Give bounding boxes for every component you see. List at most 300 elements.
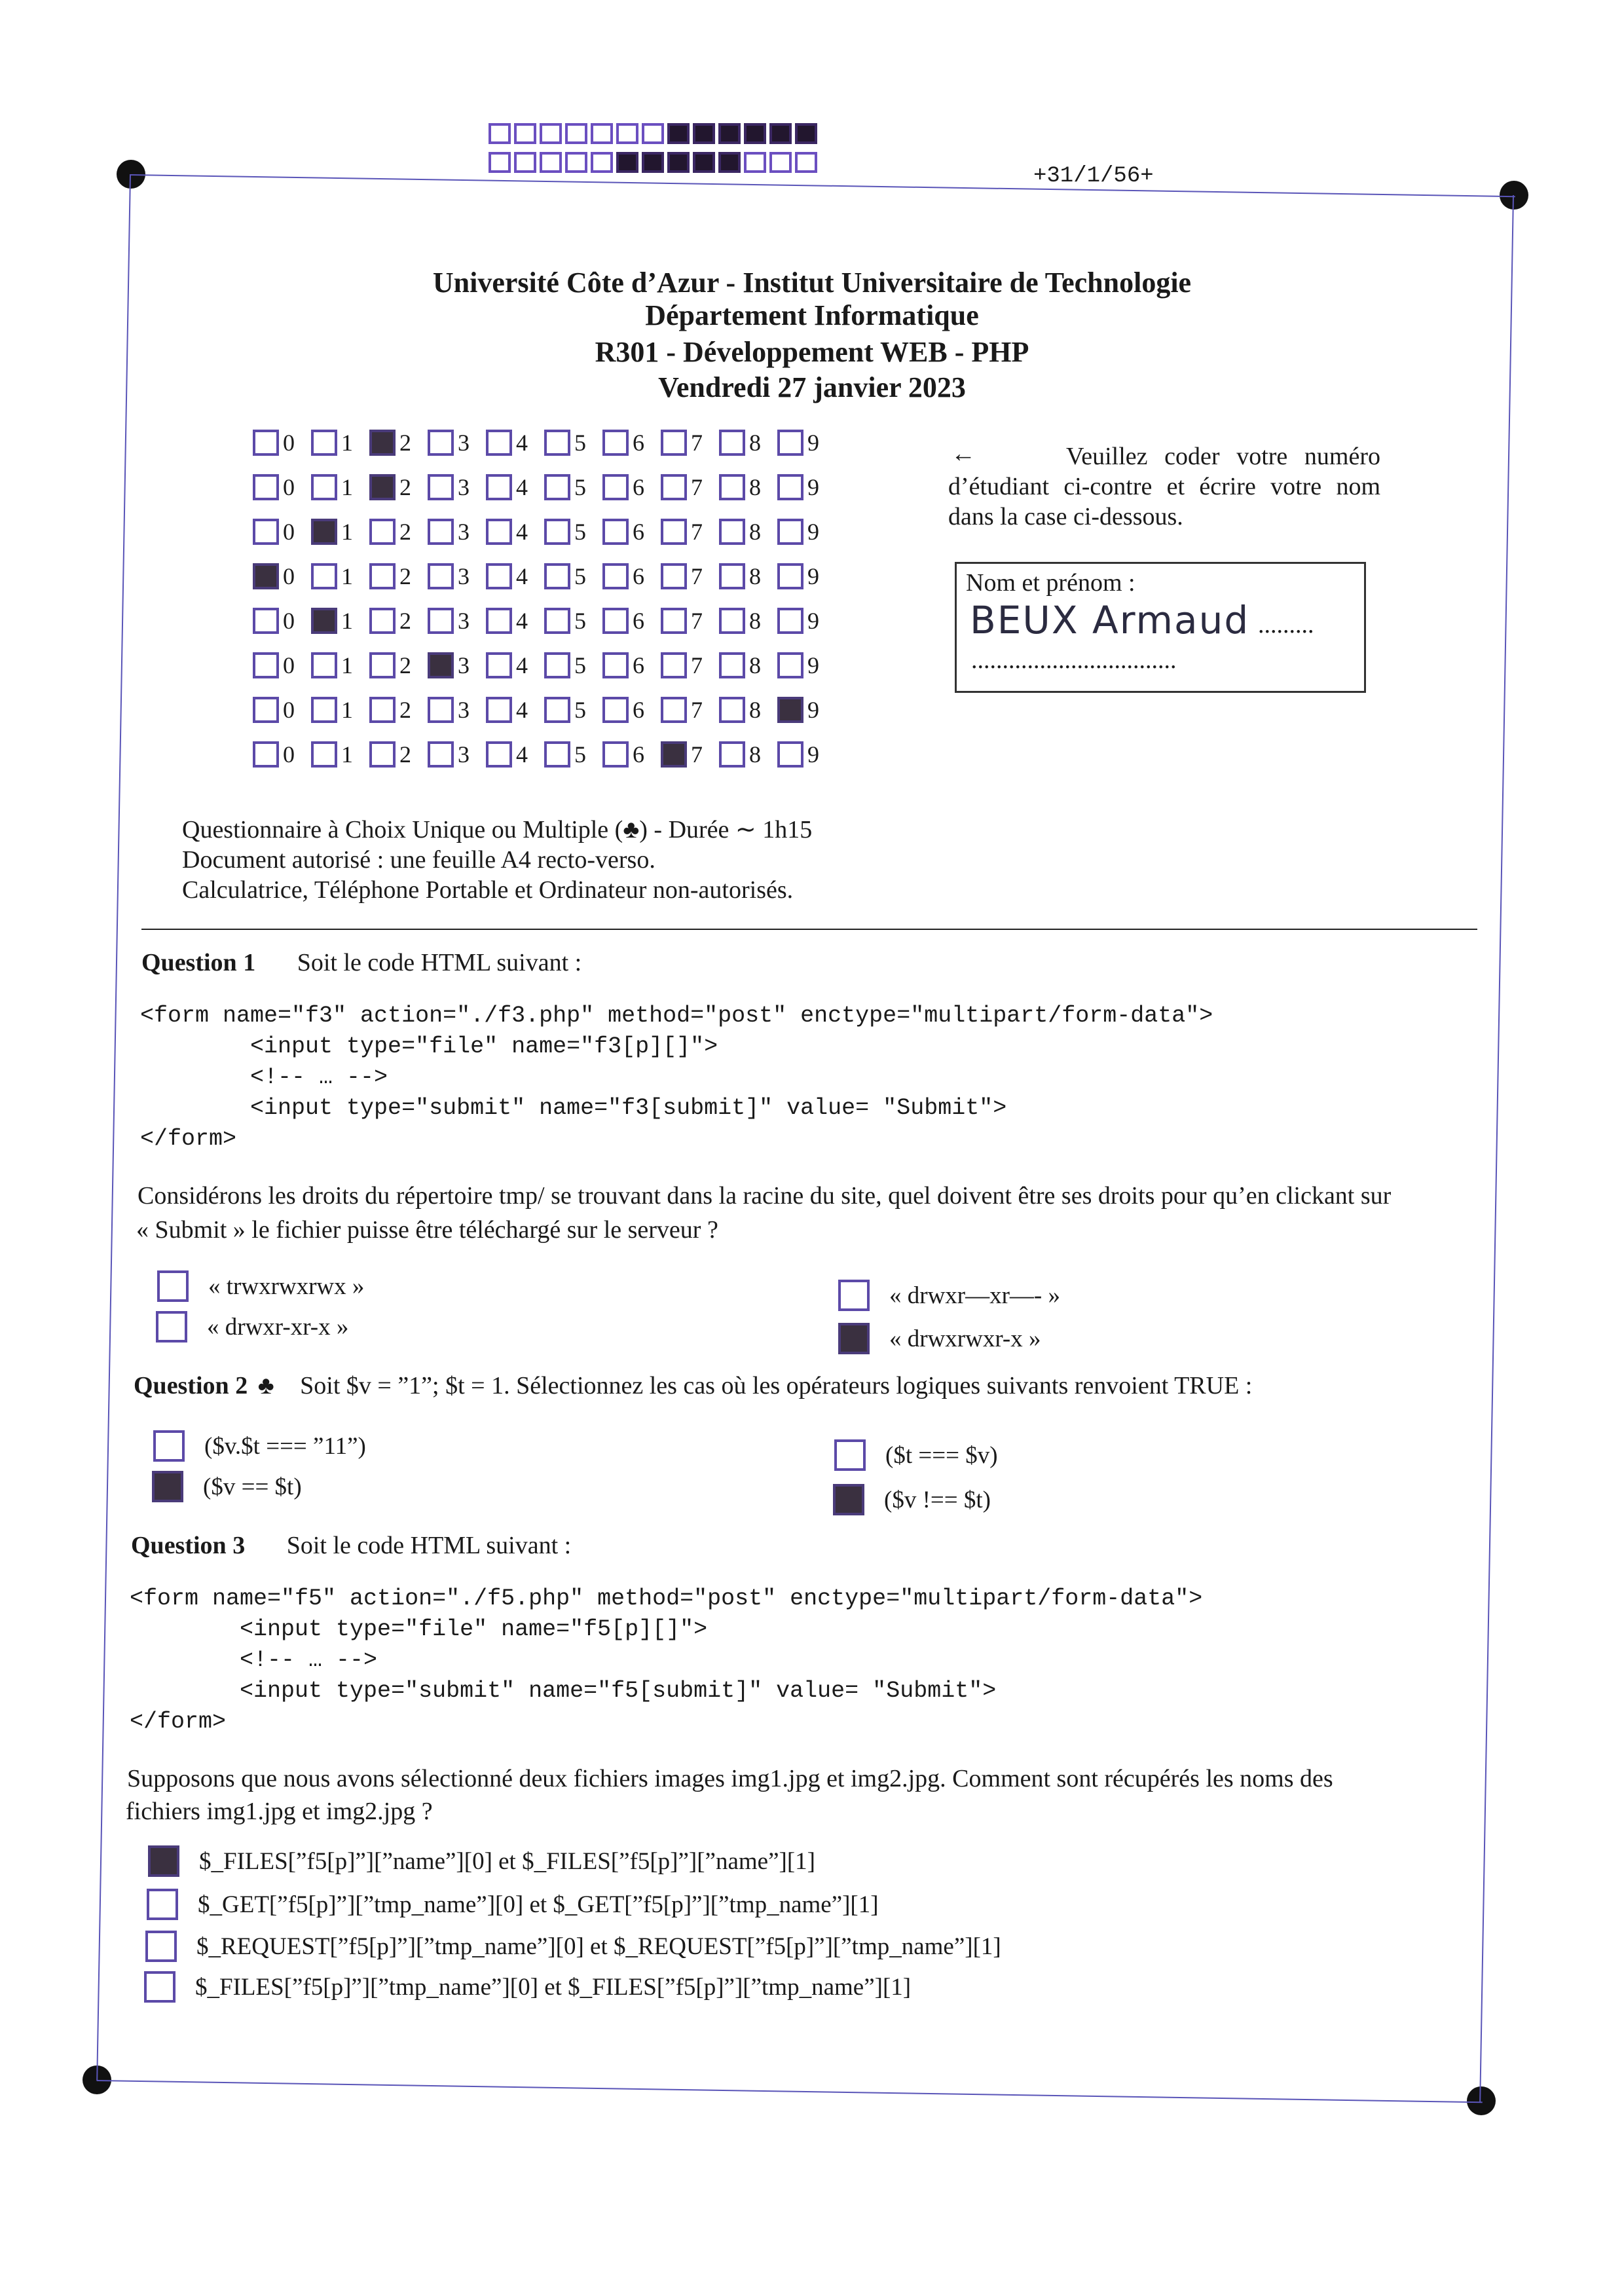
student-id-digit-cell[interactable] bbox=[253, 696, 311, 724]
student-id-digit-cell[interactable] bbox=[719, 607, 777, 635]
q2-option-4-checkbox[interactable] bbox=[833, 1484, 864, 1515]
student-id-checkbox[interactable] bbox=[369, 608, 396, 634]
student-id-digit-cell[interactable] bbox=[602, 429, 661, 456]
student-id-digit-cell[interactable] bbox=[661, 429, 719, 456]
student-id-digit-cell[interactable] bbox=[428, 652, 486, 679]
barcode-cell bbox=[718, 152, 741, 173]
student-id-digit-label: 3 bbox=[458, 474, 470, 500]
student-id-row bbox=[253, 599, 836, 643]
student-id-digit-cell[interactable] bbox=[719, 696, 777, 724]
student-id-digit-cell[interactable] bbox=[544, 429, 602, 456]
student-id-checkbox[interactable] bbox=[253, 608, 279, 634]
q3-code-block bbox=[130, 1583, 1202, 1737]
student-id-digit-cell[interactable] bbox=[544, 563, 602, 590]
q1-option-4-checkbox[interactable] bbox=[838, 1323, 870, 1354]
student-id-digit-cell[interactable] bbox=[602, 518, 661, 546]
student-id-digit-cell[interactable] bbox=[486, 652, 544, 679]
q1-question-line-1: Considérons les droits du répertoire tmp/ se trouvant dans la racine du site, quel doivent être ses droits pour qu’en clickant sur bbox=[138, 1182, 1392, 1210]
q1-option-2-checkbox[interactable] bbox=[156, 1311, 187, 1342]
student-id-digit-cell[interactable] bbox=[777, 563, 836, 590]
student-id-checkbox[interactable] bbox=[719, 741, 745, 768]
student-id-digit-cell[interactable] bbox=[486, 741, 544, 768]
q3-option-2-text: $_GET[”f5[p]”][”tmp_name”][0] et $_GET[”f5[p]”][”tmp_name”][1] bbox=[198, 1891, 879, 1918]
student-id-checkbox[interactable] bbox=[311, 430, 337, 456]
student-id-digit-cell[interactable] bbox=[486, 429, 544, 456]
code-line: <form name="f3" action="./f3.php" method="post" enctype="multipart/form-data"> bbox=[140, 1003, 1213, 1029]
student-id-checkbox[interactable] bbox=[311, 519, 337, 545]
id-instruction-arrow: ← bbox=[951, 440, 976, 468]
q1-option-1-checkbox[interactable] bbox=[157, 1270, 189, 1302]
student-id-checkbox[interactable] bbox=[369, 474, 396, 500]
student-id-digit-label: 9 bbox=[807, 519, 819, 545]
student-id-checkbox[interactable] bbox=[369, 430, 396, 456]
student-id-digit-cell[interactable] bbox=[311, 607, 369, 635]
student-id-digit-label: 1 bbox=[341, 519, 353, 545]
student-id-checkbox[interactable] bbox=[544, 474, 570, 500]
student-id-checkbox[interactable] bbox=[777, 474, 803, 500]
student-id-digit-label: 6 bbox=[633, 474, 644, 500]
student-id-checkbox[interactable] bbox=[428, 608, 454, 634]
code-line: <input type="file" name="f3[p][]"> bbox=[140, 1033, 718, 1060]
student-id-checkbox[interactable] bbox=[602, 430, 629, 456]
student-id-digit-cell[interactable] bbox=[719, 741, 777, 768]
student-id-digit-label: 0 bbox=[283, 697, 295, 723]
student-id-digit-cell[interactable] bbox=[428, 429, 486, 456]
q1-option-3-checkbox[interactable] bbox=[838, 1280, 870, 1311]
student-id-grid bbox=[253, 420, 836, 777]
student-id-digit-label: 7 bbox=[691, 563, 703, 589]
student-id-checkbox[interactable] bbox=[719, 474, 745, 500]
q3-option-3-text: $_REQUEST[”f5[p]”][”tmp_name”][0] et $_REQUEST[”f5[p]”][”tmp_name”][1] bbox=[196, 1933, 1001, 1960]
q1-heading bbox=[141, 948, 581, 977]
student-id-digit-cell[interactable] bbox=[661, 652, 719, 679]
student-id-checkbox[interactable] bbox=[486, 430, 512, 456]
barcode-cell bbox=[591, 152, 613, 173]
q3-option-3-checkbox[interactable] bbox=[145, 1931, 177, 1962]
student-id-digit-label: 4 bbox=[516, 430, 528, 456]
student-id-digit-label: 3 bbox=[458, 563, 470, 589]
code-line: </form> bbox=[140, 1126, 237, 1152]
student-id-digit-label: 1 bbox=[341, 652, 353, 678]
q3-prompt: Soit le code HTML suivant : bbox=[286, 1532, 572, 1559]
name-box bbox=[955, 562, 1366, 693]
student-id-digit-cell[interactable] bbox=[369, 741, 428, 768]
student-id-checkbox[interactable] bbox=[661, 697, 687, 723]
student-id-digit-label: 8 bbox=[749, 474, 761, 500]
student-id-checkbox[interactable] bbox=[253, 519, 279, 545]
barcode-cell bbox=[514, 123, 536, 144]
student-id-digit-label: 8 bbox=[749, 741, 761, 768]
student-id-digit-cell[interactable] bbox=[661, 563, 719, 590]
student-id-digit-cell[interactable] bbox=[661, 473, 719, 501]
student-id-digit-cell[interactable] bbox=[777, 607, 836, 635]
student-id-checkbox[interactable] bbox=[544, 652, 570, 678]
q3-heading bbox=[131, 1531, 571, 1560]
student-id-checkbox[interactable] bbox=[602, 563, 629, 589]
barcode-cell bbox=[489, 123, 511, 144]
q2-option-2-text: ($v == $t) bbox=[203, 1473, 302, 1500]
student-id-checkbox[interactable] bbox=[661, 652, 687, 678]
student-id-digit-label: 3 bbox=[458, 697, 470, 723]
code-line: <form name="f5" action="./f5.php" method="post" enctype="multipart/form-data"> bbox=[130, 1585, 1203, 1612]
student-id-digit-cell[interactable] bbox=[661, 741, 719, 768]
student-id-digit-label: 6 bbox=[633, 563, 644, 589]
q3-question-line-1: Supposons que nous avons sélectionné deux fichiers images img1.jpg et img2.jpg. Comment sont récupérés les noms des bbox=[127, 1765, 1333, 1792]
student-id-checkbox[interactable] bbox=[253, 741, 279, 768]
student-id-digit-cell[interactable] bbox=[369, 518, 428, 546]
student-id-digit-cell[interactable] bbox=[719, 473, 777, 501]
student-id-checkbox[interactable] bbox=[544, 697, 570, 723]
q3-option-4-checkbox[interactable] bbox=[144, 1971, 175, 2003]
student-id-digit-label: 5 bbox=[574, 741, 586, 768]
student-id-digit-cell[interactable] bbox=[369, 696, 428, 724]
student-id-digit-cell[interactable] bbox=[777, 518, 836, 546]
student-id-checkbox[interactable] bbox=[486, 697, 512, 723]
student-id-row bbox=[253, 509, 836, 554]
student-id-digit-label: 5 bbox=[574, 474, 586, 500]
handwritten-name: BEUX Armaud bbox=[970, 598, 1250, 642]
student-id-checkbox[interactable] bbox=[486, 608, 512, 634]
student-id-checkbox[interactable] bbox=[428, 563, 454, 589]
student-id-digit-cell[interactable] bbox=[486, 607, 544, 635]
student-id-row bbox=[253, 420, 836, 465]
student-id-row bbox=[253, 554, 836, 599]
student-id-digit-cell[interactable] bbox=[544, 696, 602, 724]
code-line: <input type="submit" name="f5[submit]" value= "Submit"> bbox=[130, 1678, 997, 1704]
student-id-digit-cell[interactable] bbox=[544, 741, 602, 768]
q3-option-3[interactable] bbox=[145, 1931, 1001, 1962]
q3-option-1[interactable] bbox=[148, 1845, 815, 1877]
student-id-checkbox[interactable] bbox=[311, 652, 337, 678]
student-id-digit-label: 3 bbox=[458, 652, 470, 678]
q2-option-3-checkbox[interactable] bbox=[834, 1439, 866, 1471]
name-box-label: Nom et prénom : bbox=[966, 569, 1135, 597]
student-id-checkbox[interactable] bbox=[719, 563, 745, 589]
student-id-checkbox[interactable] bbox=[777, 697, 803, 723]
student-id-checkbox[interactable] bbox=[486, 741, 512, 768]
barcode-cell bbox=[769, 152, 792, 173]
student-id-digit-cell[interactable] bbox=[602, 652, 661, 679]
student-id-checkbox[interactable] bbox=[602, 608, 629, 634]
student-id-digit-cell[interactable] bbox=[719, 563, 777, 590]
student-id-checkbox[interactable] bbox=[661, 474, 687, 500]
student-id-digit-cell[interactable] bbox=[544, 607, 602, 635]
student-id-digit-cell[interactable] bbox=[253, 473, 311, 501]
q2-option-3-text: ($t === $v) bbox=[885, 1441, 998, 1469]
student-id-digit-label: 1 bbox=[341, 697, 353, 723]
student-id-digit-label: 5 bbox=[574, 652, 586, 678]
student-id-digit-label: 9 bbox=[807, 563, 819, 589]
student-id-digit-cell[interactable] bbox=[428, 518, 486, 546]
student-id-checkbox[interactable] bbox=[544, 608, 570, 634]
student-id-digit-cell[interactable] bbox=[369, 473, 428, 501]
q3-option-2-checkbox[interactable] bbox=[147, 1889, 178, 1920]
student-id-digit-label: 2 bbox=[399, 608, 411, 634]
student-id-digit-cell[interactable] bbox=[369, 652, 428, 679]
q1-option-4-text: « drwxrwxr-x » bbox=[889, 1325, 1041, 1352]
student-id-digit-cell[interactable] bbox=[602, 473, 661, 501]
student-id-digit-cell[interactable] bbox=[253, 652, 311, 679]
q2-option-4[interactable] bbox=[833, 1484, 991, 1515]
q3-option-4[interactable] bbox=[144, 1971, 911, 2003]
frame-top-line bbox=[131, 174, 1515, 197]
student-id-checkbox[interactable] bbox=[253, 430, 279, 456]
student-id-checkbox[interactable] bbox=[602, 741, 629, 768]
barcode-cell bbox=[616, 123, 638, 144]
student-id-checkbox[interactable] bbox=[777, 652, 803, 678]
student-id-digit-cell[interactable] bbox=[311, 563, 369, 590]
student-id-digit-label: 8 bbox=[749, 563, 761, 589]
student-id-checkbox[interactable] bbox=[719, 652, 745, 678]
student-id-checkbox[interactable] bbox=[311, 697, 337, 723]
student-id-digit-label: 4 bbox=[516, 563, 528, 589]
student-id-digit-cell[interactable] bbox=[602, 741, 661, 768]
student-id-digit-cell[interactable] bbox=[661, 518, 719, 546]
student-id-digit-label: 1 bbox=[341, 430, 353, 456]
student-id-digit-cell[interactable] bbox=[602, 696, 661, 724]
student-id-digit-label: 1 bbox=[341, 741, 353, 768]
student-id-checkbox[interactable] bbox=[719, 697, 745, 723]
student-id-digit-cell[interactable] bbox=[253, 607, 311, 635]
q2-option-2-checkbox[interactable] bbox=[152, 1471, 183, 1502]
student-id-digit-label: 7 bbox=[691, 652, 703, 678]
code-line: <!-- … --> bbox=[140, 1064, 388, 1090]
student-id-digit-cell[interactable] bbox=[661, 696, 719, 724]
student-id-digit-cell[interactable] bbox=[311, 518, 369, 546]
q1-code-block bbox=[140, 1001, 1213, 1155]
student-id-checkbox[interactable] bbox=[602, 652, 629, 678]
student-id-digit-cell[interactable] bbox=[486, 563, 544, 590]
student-id-digit-cell[interactable] bbox=[428, 607, 486, 635]
q2-option-1-checkbox[interactable] bbox=[153, 1430, 185, 1462]
student-id-checkbox[interactable] bbox=[486, 652, 512, 678]
student-id-checkbox[interactable] bbox=[544, 519, 570, 545]
student-id-checkbox[interactable] bbox=[311, 563, 337, 589]
student-id-digit-label: 2 bbox=[399, 563, 411, 589]
student-id-row bbox=[253, 732, 836, 777]
code-line: </form> bbox=[130, 1709, 227, 1735]
student-id-checkbox[interactable] bbox=[369, 519, 396, 545]
student-id-digit-label: 2 bbox=[399, 652, 411, 678]
barcode-cell bbox=[667, 152, 690, 173]
student-id-digit-cell[interactable] bbox=[369, 607, 428, 635]
q1-option-1[interactable] bbox=[157, 1270, 364, 1302]
student-id-digit-label: 7 bbox=[691, 697, 703, 723]
student-id-checkbox[interactable] bbox=[253, 563, 279, 589]
student-id-checkbox[interactable] bbox=[369, 563, 396, 589]
student-id-digit-cell[interactable] bbox=[311, 473, 369, 501]
student-id-digit-label: 8 bbox=[749, 652, 761, 678]
exam-info-line-1: Questionnaire à Choix Unique ou Multiple (♣) - Durée ∼ 1h15 bbox=[182, 816, 813, 843]
student-id-digit-label: 4 bbox=[516, 474, 528, 500]
barcode-cell bbox=[591, 123, 613, 144]
student-id-checkbox[interactable] bbox=[719, 430, 745, 456]
student-id-digit-cell[interactable] bbox=[544, 473, 602, 501]
student-id-digit-label: 4 bbox=[516, 652, 528, 678]
student-id-digit-cell[interactable] bbox=[369, 563, 428, 590]
barcode-cell bbox=[667, 123, 690, 144]
student-id-checkbox[interactable] bbox=[253, 697, 279, 723]
q3-option-4-text: $_FILES[”f5[p]”][”tmp_name”][0] et $_FILES[”f5[p]”][”tmp_name”][1] bbox=[195, 1973, 912, 2001]
student-id-checkbox[interactable] bbox=[777, 741, 803, 768]
student-id-checkbox[interactable] bbox=[777, 430, 803, 456]
student-id-digit-cell[interactable] bbox=[777, 473, 836, 501]
student-id-digit-label: 3 bbox=[458, 741, 470, 768]
student-id-digit-cell[interactable] bbox=[661, 607, 719, 635]
student-id-digit-cell[interactable] bbox=[544, 518, 602, 546]
exam-info-line-3: Calculatrice, Téléphone Portable et Ordinateur non-autorisés. bbox=[182, 876, 794, 904]
student-id-digit-label: 0 bbox=[283, 652, 295, 678]
frame-bottom-line bbox=[97, 2080, 1483, 2103]
student-id-checkbox[interactable] bbox=[661, 741, 687, 768]
student-id-digit-cell[interactable] bbox=[311, 696, 369, 724]
student-id-digit-label: 2 bbox=[399, 474, 411, 500]
student-id-checkbox[interactable] bbox=[428, 474, 454, 500]
student-id-digit-label: 7 bbox=[691, 608, 703, 634]
student-id-checkbox[interactable] bbox=[661, 563, 687, 589]
student-id-digit-label: 2 bbox=[399, 741, 411, 768]
student-id-digit-cell[interactable] bbox=[777, 652, 836, 679]
student-id-row bbox=[253, 688, 836, 732]
student-id-digit-cell[interactable] bbox=[311, 652, 369, 679]
page-reference: +31/1/56+ bbox=[1033, 164, 1154, 189]
q1-label: Question 1 bbox=[141, 949, 256, 976]
student-id-digit-label: 0 bbox=[283, 741, 295, 768]
barcode-cell bbox=[540, 123, 562, 144]
q3-question-line-2: fichiers img1.jpg et img2.jpg ? bbox=[126, 1798, 433, 1825]
student-id-checkbox[interactable] bbox=[544, 741, 570, 768]
student-id-checkbox[interactable] bbox=[428, 652, 454, 678]
student-id-digit-cell[interactable] bbox=[719, 518, 777, 546]
student-id-digit-cell[interactable] bbox=[311, 741, 369, 768]
student-id-checkbox[interactable] bbox=[602, 519, 629, 545]
student-id-checkbox[interactable] bbox=[486, 474, 512, 500]
q2-option-3[interactable] bbox=[834, 1439, 998, 1471]
student-id-checkbox[interactable] bbox=[311, 474, 337, 500]
student-id-checkbox[interactable] bbox=[428, 519, 454, 545]
student-id-digit-label: 2 bbox=[399, 430, 411, 456]
student-id-digit-cell[interactable] bbox=[602, 607, 661, 635]
student-id-checkbox[interactable] bbox=[486, 519, 512, 545]
barcode-cell bbox=[744, 123, 766, 144]
student-id-digit-cell[interactable] bbox=[719, 429, 777, 456]
club-icon: ♣ bbox=[257, 1372, 274, 1399]
student-id-checkbox[interactable] bbox=[661, 519, 687, 545]
student-id-digit-label: 2 bbox=[399, 697, 411, 723]
q2-prompt: Soit $v = ”1”; $t = 1. Sélectionnez les cas où les opérateurs logiques suivants renvoient TRUE : bbox=[300, 1372, 1253, 1399]
student-id-digit-cell[interactable] bbox=[486, 473, 544, 501]
student-id-digit-cell[interactable] bbox=[253, 518, 311, 546]
q1-prompt: Soit le code HTML suivant : bbox=[297, 949, 582, 976]
student-id-digit-label: 3 bbox=[458, 519, 470, 545]
student-id-checkbox[interactable] bbox=[253, 474, 279, 500]
student-id-checkbox[interactable] bbox=[369, 652, 396, 678]
student-id-digit-cell[interactable] bbox=[369, 429, 428, 456]
student-id-checkbox[interactable] bbox=[486, 563, 512, 589]
student-id-digit-cell[interactable] bbox=[544, 652, 602, 679]
student-id-checkbox[interactable] bbox=[369, 697, 396, 723]
q3-option-1-checkbox[interactable] bbox=[148, 1845, 179, 1877]
student-id-digit-label: 5 bbox=[574, 608, 586, 634]
student-id-checkbox[interactable] bbox=[428, 430, 454, 456]
student-id-checkbox[interactable] bbox=[602, 474, 629, 500]
student-id-digit-label: 6 bbox=[633, 430, 644, 456]
student-id-digit-label: 9 bbox=[807, 474, 819, 500]
q1-option-1-text: « trwxrwxrwx » bbox=[208, 1272, 365, 1300]
student-id-digit-cell[interactable] bbox=[486, 696, 544, 724]
student-id-checkbox[interactable] bbox=[369, 741, 396, 768]
student-id-digit-label: 2 bbox=[399, 519, 411, 545]
student-id-checkbox[interactable] bbox=[777, 608, 803, 634]
q3-option-2[interactable] bbox=[147, 1889, 879, 1920]
student-id-digit-label: 9 bbox=[807, 430, 819, 456]
student-id-digit-cell[interactable] bbox=[311, 429, 369, 456]
student-id-checkbox[interactable] bbox=[544, 563, 570, 589]
student-id-checkbox[interactable] bbox=[777, 519, 803, 545]
student-id-digit-label: 9 bbox=[807, 652, 819, 678]
student-id-digit-label: 8 bbox=[749, 608, 761, 634]
student-id-digit-label: 6 bbox=[633, 608, 644, 634]
student-id-checkbox[interactable] bbox=[428, 741, 454, 768]
student-id-digit-cell[interactable] bbox=[253, 741, 311, 768]
barcode-cell bbox=[565, 123, 587, 144]
q1-option-4[interactable] bbox=[838, 1323, 1041, 1354]
barcode-cell bbox=[489, 152, 511, 173]
q2-option-2[interactable] bbox=[152, 1471, 302, 1502]
barcode-cell bbox=[565, 152, 587, 173]
student-id-digit-cell[interactable] bbox=[777, 429, 836, 456]
barcode-cell bbox=[693, 152, 715, 173]
student-id-checkbox[interactable] bbox=[602, 697, 629, 723]
header-department: Département Informatique bbox=[645, 299, 979, 331]
student-id-checkbox[interactable] bbox=[661, 430, 687, 456]
student-id-digit-cell[interactable] bbox=[428, 563, 486, 590]
student-id-checkbox[interactable] bbox=[777, 563, 803, 589]
q1-option-2[interactable] bbox=[156, 1311, 348, 1342]
exam-info-line-2: Document autorisé : une feuille A4 recto-verso. bbox=[182, 846, 655, 874]
student-id-checkbox[interactable] bbox=[428, 697, 454, 723]
student-id-checkbox[interactable] bbox=[719, 519, 745, 545]
student-id-digit-label: 6 bbox=[633, 741, 644, 768]
student-id-checkbox[interactable] bbox=[311, 608, 337, 634]
student-id-digit-cell[interactable] bbox=[486, 518, 544, 546]
student-id-digit-cell[interactable] bbox=[719, 652, 777, 679]
q1-option-3[interactable] bbox=[838, 1280, 1060, 1311]
student-id-digit-cell[interactable] bbox=[428, 741, 486, 768]
id-instruction-text: Veuillez coder votre numéro d’étudiant ci-contre et écrire votre nom dans la case ci-dessous. bbox=[948, 443, 1380, 530]
student-id-digit-label: 3 bbox=[458, 430, 470, 456]
student-id-checkbox[interactable] bbox=[311, 741, 337, 768]
student-id-digit-cell[interactable] bbox=[253, 563, 311, 590]
barcode-cell bbox=[718, 123, 741, 144]
student-id-digit-cell[interactable] bbox=[428, 473, 486, 501]
student-id-digit-cell[interactable] bbox=[777, 696, 836, 724]
student-id-checkbox[interactable] bbox=[661, 608, 687, 634]
student-id-checkbox[interactable] bbox=[253, 652, 279, 678]
student-id-digit-cell[interactable] bbox=[602, 563, 661, 590]
student-id-digit-label: 8 bbox=[749, 519, 761, 545]
student-id-checkbox[interactable] bbox=[544, 430, 570, 456]
student-id-digit-cell[interactable] bbox=[428, 696, 486, 724]
q2-option-1[interactable] bbox=[153, 1430, 366, 1462]
student-id-digit-cell[interactable] bbox=[253, 429, 311, 456]
code-line: <input type="file" name="f5[p][]"> bbox=[130, 1616, 708, 1642]
barcode-cell bbox=[514, 152, 536, 173]
student-id-digit-cell[interactable] bbox=[777, 741, 836, 768]
student-id-digit-label: 7 bbox=[691, 519, 703, 545]
student-id-checkbox[interactable] bbox=[719, 608, 745, 634]
student-id-digit-label: 4 bbox=[516, 519, 528, 545]
